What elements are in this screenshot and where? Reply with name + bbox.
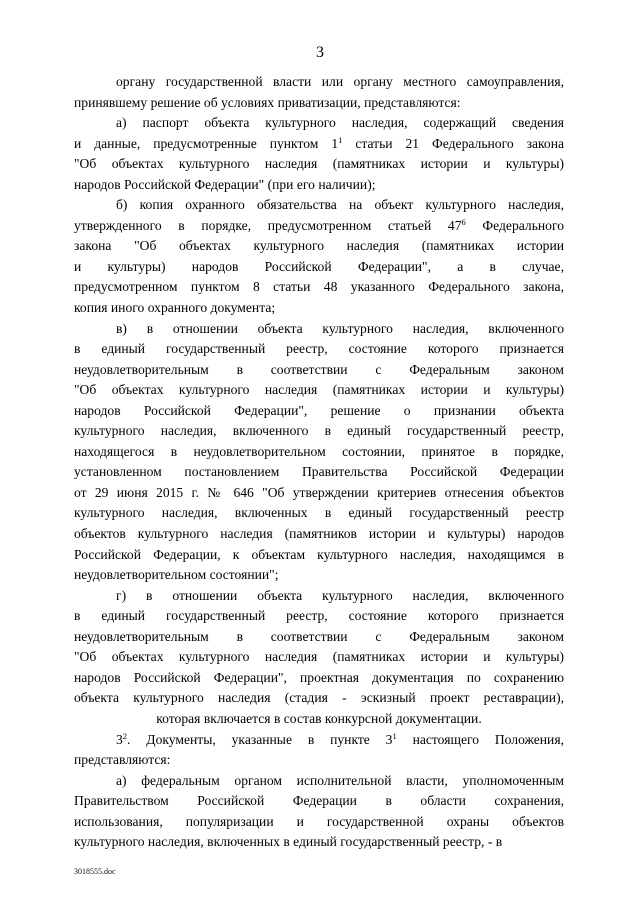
text-line: в) в отношении объекта культурного наследия, включенного [116,320,564,336]
text-line: утвержденного в порядке, предусмотренном статьей $47^6$ Федерального [74,216,564,233]
text-line: объектов культурного наследия (памятников истории и культуры) народов [74,526,564,542]
text-line: культурного наследия, включенных в единый государственный реестр, - в [74,834,503,850]
text-line: а) федеральным органом исполнительной власти, уполномоченным [116,772,564,788]
paragraph-item-g-project-documentation [74,586,564,730]
paragraph-intro-continuation [74,72,564,113]
text-line: Правительством Российской Федерации в области сохранения, [74,793,564,809]
text-line: неудовлетворительным в соответствии с Федеральным законом [74,628,564,644]
document-file-code: 3018555.doc [74,867,116,876]
text-line: г) в отношении объекта культурного наследия, включенного [116,587,564,603]
text-line: использования, популяризации и государственной охраны объектов [74,813,564,829]
text-line: предусмотренном пунктом 8 статьи 48 указанного Федерального закона, [74,279,564,295]
document-body [74,72,564,853]
text-line: народов Российской Федерации", проектная документация по сохранению [74,669,564,685]
text-line: представляются: [74,752,171,768]
text-line: от 29 июня 2015 г. № 646 "Об утверждении критериев отнесения объектов [74,484,564,500]
text-line: которая включается в состав конкурсной документации. [156,710,482,726]
text-line: народов Российской Федерации", решение о признании объекта [74,402,564,418]
text-line: копия иного охранного документа; [74,300,276,316]
text-line: в единый государственный реестр, состояние которого признается [74,608,564,624]
text-line: закона "Об объектах культурного наследия (памятниках истории [74,238,564,254]
paragraph-item-b-protection-obligation [74,195,564,318]
text-line: в единый государственный реестр, состояние которого признается [74,341,564,357]
text-line: народов Российской Федерации" (при его наличии); [74,176,376,192]
text-line: органу государственной власти или органу местного самоуправления, [116,74,564,89]
text-line: установленном постановлением Правительства Российской Федерации [74,464,564,480]
text-line: "Об объектах культурного наследия (памятниках истории и культуры) [74,156,564,172]
text-line: "Об объектах культурного наследия (памятниках истории и культуры) [74,382,564,398]
text-line: неудовлетворительным в соответствии с Федеральным законом [74,361,564,377]
text-line: и данные, предусмотренные пунктом $1^1$ статьи 21 Федерального закона [74,134,564,151]
text-line: находящегося в неудовлетворительном состоянии, принятое в порядке, [74,443,564,459]
text-line: а) паспорт объекта культурного наследия, содержащий сведения [116,115,564,131]
paragraph-item-a-federal-body [74,771,564,853]
text-line: б) копия охранного обязательства на объект культурного наследия, [116,197,564,213]
text-line: неудовлетворительном состоянии"; [74,567,279,583]
text-line: принявшему решение об условиях приватизации, представляются: [74,94,461,110]
text-line: Российской Федерации, к объектам культурного наследия, находящимся в [74,546,564,562]
text-line: объекта культурного наследия (стадия - эскизный проект реставрации), [74,690,564,706]
text-line: и культуры) народов Российской Федерации", а в случае, [74,258,564,274]
paragraph-section-3-2 [74,730,564,771]
paragraph-item-v-unsatisfactory-state-decision [74,319,564,586]
page-number: 3 [316,44,324,61]
paragraph-item-a-heritage-passport [74,113,564,195]
text-line: $3^2$. Документы, указанные в пункте $3^1$ настоящего Положения, [116,730,564,747]
text-line: культурного наследия, включенных в единый государственный реестр [74,505,564,521]
text-line: "Об объектах культурного наследия (памятниках истории и культуры) [74,649,564,665]
text-line: культурного наследия, включенного в единый государственный реестр, [74,423,564,439]
